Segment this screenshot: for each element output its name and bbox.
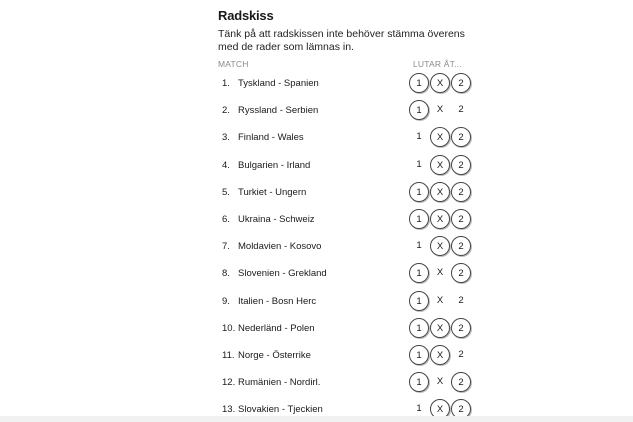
match-row [0, 77, 633, 104]
option-1-toggle[interactable]: 1 [409, 291, 429, 311]
match-row [0, 104, 633, 131]
match-teams: Rumänien - Nordirl. [238, 377, 321, 389]
option-1-toggle[interactable]: 1 [409, 73, 429, 93]
option-x-toggle[interactable]: X [430, 318, 450, 338]
option-1-toggle[interactable]: 1 [416, 158, 422, 170]
match-row [0, 349, 633, 376]
option-1-toggle[interactable]: 1 [416, 403, 422, 415]
match-row [0, 213, 633, 240]
option-2-toggle[interactable]: 2 [451, 372, 471, 392]
match-number: 9. [222, 295, 230, 307]
match-teams: Italien - Bosn Herc [238, 295, 317, 307]
option-x-toggle[interactable]: X [430, 155, 450, 175]
match-number: 1. [222, 78, 230, 89]
match-row [0, 322, 633, 349]
option-x-toggle[interactable]: X [430, 209, 450, 229]
option-2-toggle[interactable]: 2 [451, 155, 471, 175]
match-number: 10. [222, 322, 236, 334]
match-row [0, 240, 633, 267]
option-1-toggle[interactable]: 1 [416, 240, 422, 252]
option-x-toggle[interactable]: X [436, 376, 444, 388]
match-row [0, 131, 633, 158]
option-2-toggle[interactable]: 2 [451, 318, 471, 338]
match-number: 7. [222, 241, 230, 253]
match-teams: Norge - Österrike [238, 350, 311, 361]
match-teams: Ryssland - Serbien [238, 105, 319, 117]
option-2-toggle[interactable]: 2 [458, 294, 464, 306]
match-number: 13. [222, 404, 236, 416]
option-1-toggle[interactable]: 1 [409, 263, 429, 283]
match-teams: Moldavien - Kosovo [238, 241, 322, 253]
match-teams: Finland - Wales [238, 132, 304, 144]
match-teams: Slovakien - Tjeckien [238, 404, 323, 416]
match-number: 12. [222, 377, 236, 389]
page-description: Tänk på att radskissen inte behöver stämma överens med de rader som lämnas in. [218, 28, 465, 53]
match-teams: Ukraina - Schweiz [238, 214, 315, 225]
option-2-toggle[interactable]: 2 [451, 236, 471, 256]
option-x-toggle[interactable]: X [430, 73, 450, 93]
match-teams: Nederländ - Polen [238, 322, 315, 334]
option-1-toggle[interactable]: 1 [409, 100, 429, 120]
option-x-toggle[interactable]: X [430, 345, 450, 365]
option-2-toggle[interactable]: 2 [451, 182, 471, 202]
option-2-toggle[interactable]: 2 [451, 399, 471, 419]
option-x-toggle[interactable]: X [430, 127, 450, 147]
match-number: 11. [222, 350, 235, 361]
match-teams: Bulgarien - Irland [238, 159, 311, 171]
match-row [0, 376, 633, 403]
match-teams: Turkiet - Ungern [238, 186, 307, 198]
match-number: 6. [222, 214, 230, 225]
column-header-lutar: LUTAR ÅT... [413, 59, 462, 69]
match-row [0, 267, 633, 294]
option-2-toggle[interactable]: 2 [451, 263, 471, 283]
option-1-toggle[interactable]: 1 [409, 182, 429, 202]
match-teams: Slovenien - Grekland [238, 268, 327, 280]
option-2-toggle[interactable]: 2 [451, 73, 471, 93]
option-1-toggle[interactable]: 1 [409, 372, 429, 392]
option-x-toggle[interactable]: X [430, 182, 450, 202]
option-1-toggle[interactable]: 1 [416, 131, 422, 143]
match-row [0, 186, 633, 213]
option-2-toggle[interactable]: 2 [451, 127, 471, 147]
match-row [0, 159, 633, 186]
option-x-toggle[interactable]: X [436, 267, 444, 279]
option-1-toggle[interactable]: 1 [409, 345, 429, 365]
match-number: 5. [222, 186, 230, 198]
option-1-toggle[interactable]: 1 [409, 209, 429, 229]
match-number: 8. [222, 268, 230, 280]
option-x-toggle[interactable]: X [436, 104, 444, 116]
option-2-toggle[interactable]: 2 [458, 349, 464, 360]
match-number: 3. [222, 132, 230, 144]
match-teams: Tyskland - Spanien [238, 78, 319, 89]
match-number: 2. [222, 105, 230, 117]
bottom-divider [0, 416, 633, 422]
page-title: Radskiss [218, 8, 274, 23]
option-x-toggle[interactable]: X [430, 399, 450, 419]
option-1-toggle[interactable]: 1 [409, 318, 429, 338]
match-number: 4. [222, 159, 230, 171]
option-x-toggle[interactable]: X [430, 236, 450, 256]
option-x-toggle[interactable]: X [436, 294, 444, 306]
option-2-toggle[interactable]: 2 [451, 209, 471, 229]
option-2-toggle[interactable]: 2 [458, 104, 464, 116]
match-row [0, 295, 633, 322]
column-header-match: MATCH [218, 59, 249, 69]
